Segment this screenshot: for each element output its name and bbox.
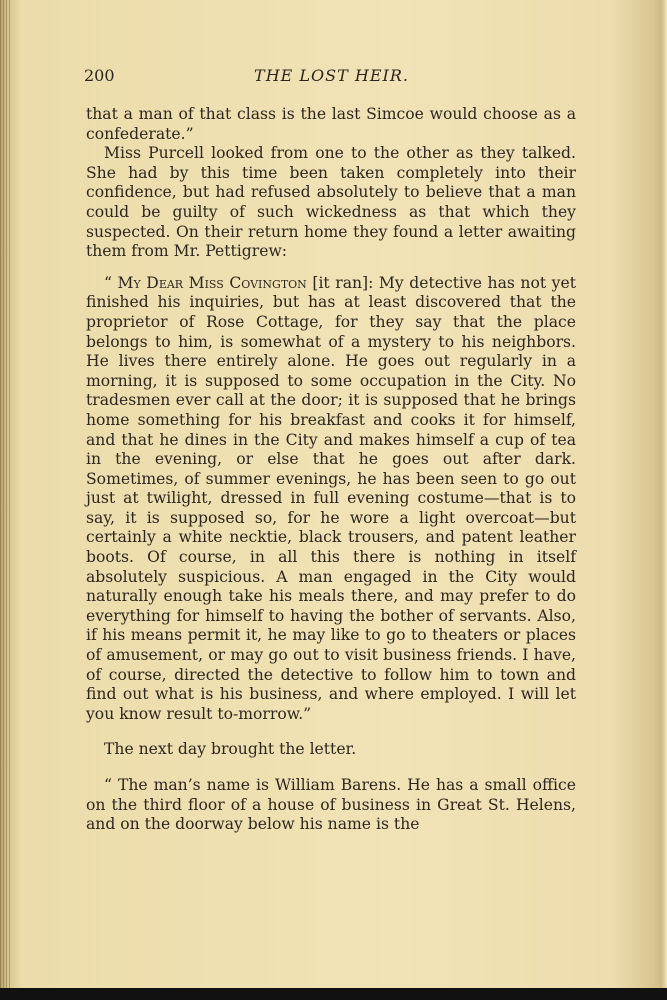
paragraph: that a man of that class is the last Simcoe would choose as a confederate.”	[86, 105, 576, 143]
page-number: 200	[84, 66, 115, 85]
letter-salutation: My Dear Miss Covington	[117, 273, 307, 292]
page-header	[84, 66, 579, 88]
open-quote: “	[104, 273, 118, 292]
running-title: THE LOST HEIR.	[254, 66, 409, 85]
paragraph-spacer	[86, 760, 576, 776]
page-bottom-edge	[0, 988, 667, 1000]
paragraph-spacer	[86, 724, 576, 740]
body-text	[86, 105, 576, 835]
paragraph: The next day brought the letter.	[104, 740, 357, 759]
letter-paragraph: “ The man’s name is William Barens. He has a small office on the third floor of a house of business in Great St. Helens, and on the doorway below his name is the	[86, 776, 576, 834]
letter-text: [it ran]: My detective has not yet finished his inquiries, but has at least discovered that the proprietor of Rose Cottage, for they say that the place belongs to him, is somewhat of a mystery to his neighbors. He lives there entirely alone. He goes out regularly in a morning, it is supposed to some occupation in the City. No tradesmen ever call at the door; it is supposed that he brings home something for his breakfast and cooks it for himself, and that he dines in the City and makes himself a cup of tea in the evening, or else that he goes out after dark. Sometimes, of summer evenings, he has been seen to go out just at twilight, dressed in full evening costume—that is to say, it is supposed so, for he wore a light overcoat—but certainly a white necktie, black trousers, and patent leather boots. Of course, in all this there is nothing in itself absolutely suspicious. A man engaged in the City would naturally enough take his meals there, and may prefer to do everything for himself to having the bother of servants. Also, if his means permit it, he may like to go to theaters or places of amusement, or may go out to visit business friends. I have, of course, directed the detective to follow him to town and find out what is his business, and where employed. I will let you know result to-morrow.”	[86, 273, 576, 723]
letter-paragraph	[86, 274, 576, 725]
paragraph: Miss Purcell looked from one to the other as they talked. She had by this time been taken completely into their confidence, but had refused absolutely to believe that a man could be guilty of such wickedness as that which they suspected. On their return home they found a letter awaiting them from Mr. Pettigrew:	[86, 144, 576, 261]
